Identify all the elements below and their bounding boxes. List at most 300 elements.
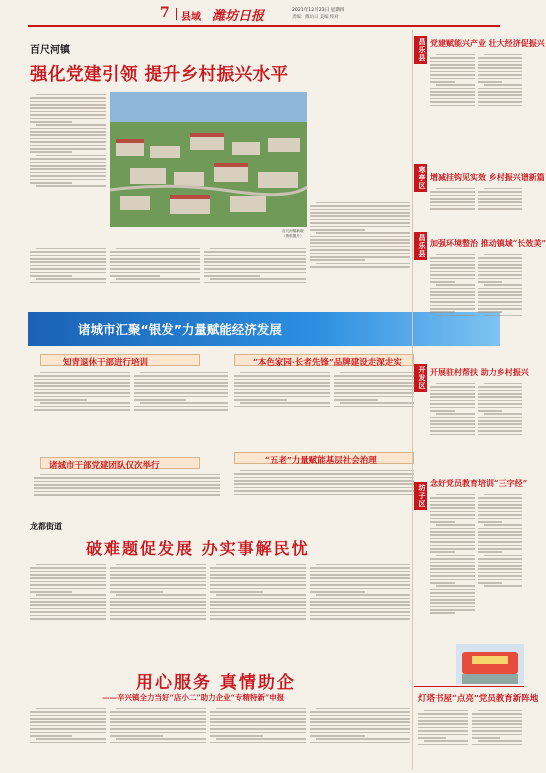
text-line xyxy=(430,101,475,103)
mid-body-col4 xyxy=(310,562,410,654)
sidebar-tag: 昌乐县 xyxy=(414,232,427,260)
text-line xyxy=(30,168,106,170)
text-line xyxy=(430,507,475,509)
text-line xyxy=(334,406,414,408)
text-line xyxy=(34,392,130,394)
text-line xyxy=(418,713,468,715)
text-line xyxy=(30,588,106,590)
text-line xyxy=(134,406,228,408)
text-line xyxy=(30,255,106,257)
text-line xyxy=(116,738,206,740)
text-line xyxy=(484,254,522,256)
text-line xyxy=(478,88,522,90)
text-line xyxy=(134,382,228,384)
text-line xyxy=(110,598,206,600)
text-line xyxy=(430,521,455,523)
banner-subbar-4 xyxy=(40,457,200,469)
bottom-body-col3 xyxy=(210,706,306,766)
sidebar-headline: 加强环境整治 推动镇域“长效美” xyxy=(430,238,546,248)
text-line xyxy=(478,710,522,712)
page-number: 7 xyxy=(160,5,170,21)
text-line xyxy=(478,390,522,392)
text-line xyxy=(436,413,475,415)
text-line xyxy=(140,372,228,374)
text-line xyxy=(210,608,306,610)
text-line xyxy=(478,61,522,63)
text-line xyxy=(234,382,330,384)
text-line xyxy=(310,584,410,586)
text-line xyxy=(110,601,206,603)
text-line xyxy=(234,494,414,496)
text-line xyxy=(472,744,522,746)
text-line xyxy=(316,232,410,234)
text-line xyxy=(430,602,475,604)
text-line xyxy=(30,165,106,167)
text-line xyxy=(478,514,522,516)
text-line xyxy=(478,575,522,577)
text-line xyxy=(210,567,306,569)
text-line xyxy=(204,282,306,284)
text-line xyxy=(36,94,106,96)
text-line xyxy=(310,715,410,717)
text-line xyxy=(430,423,475,425)
text-line xyxy=(134,379,228,381)
banner-subbar-1 xyxy=(40,354,200,366)
text-line xyxy=(30,107,106,109)
text-line xyxy=(30,282,106,284)
text-line xyxy=(110,258,200,260)
text-line xyxy=(134,399,186,401)
text-line xyxy=(310,259,365,261)
text-line xyxy=(30,138,106,140)
text-line xyxy=(430,551,455,553)
text-line xyxy=(430,534,475,536)
text-line xyxy=(310,711,410,713)
text-line xyxy=(310,577,410,579)
mid-kicker: 龙都街道 xyxy=(30,521,62,531)
text-line xyxy=(134,392,228,394)
text-line xyxy=(30,261,106,263)
text-line xyxy=(478,545,522,547)
bottom-subhead: ——辛兴镇全力当好“店小二”助力企业“专精特新”申报 xyxy=(102,693,285,702)
text-line xyxy=(210,732,306,734)
text-line xyxy=(240,372,330,374)
section-title: 县域 xyxy=(181,12,201,23)
text-line xyxy=(310,725,410,727)
text-line xyxy=(472,713,522,715)
text-line xyxy=(478,420,522,422)
text-line xyxy=(210,728,306,730)
banner-body-f xyxy=(34,472,220,512)
text-line xyxy=(30,121,72,123)
text-line xyxy=(30,151,72,153)
text-line xyxy=(430,291,475,293)
text-line xyxy=(430,261,475,263)
text-line xyxy=(418,727,468,729)
text-line xyxy=(140,402,228,404)
sidebar-body xyxy=(478,492,522,642)
text-line xyxy=(36,708,106,710)
text-line xyxy=(204,255,306,257)
text-line xyxy=(478,291,522,293)
text-line xyxy=(430,541,475,543)
text-line xyxy=(478,497,522,499)
text-line xyxy=(430,562,475,564)
text-line xyxy=(436,188,475,190)
text-line xyxy=(310,581,410,583)
sidebar-headline: 念好党员教育培训“三字经” xyxy=(430,478,528,488)
text-line xyxy=(430,558,475,560)
text-line xyxy=(216,738,306,740)
text-line xyxy=(478,548,522,550)
sidebar-bottom-rule xyxy=(414,686,524,687)
text-line xyxy=(418,734,468,736)
text-line xyxy=(418,720,468,722)
text-line xyxy=(310,721,410,723)
text-line xyxy=(134,396,228,398)
text-line xyxy=(478,501,522,503)
text-line xyxy=(30,742,106,744)
text-line xyxy=(424,740,468,742)
text-line xyxy=(110,742,206,744)
text-line xyxy=(110,268,200,270)
text-line xyxy=(430,592,475,594)
text-line xyxy=(478,264,522,266)
text-line xyxy=(30,608,106,610)
text-line xyxy=(310,608,410,610)
text-line xyxy=(478,267,522,269)
text-line xyxy=(116,708,206,710)
text-line xyxy=(430,67,475,69)
banner-body-a xyxy=(34,370,130,434)
banner-item-title: “五老”力量赋能基层社会治理 xyxy=(265,456,377,466)
text-line xyxy=(310,567,410,569)
text-line xyxy=(310,236,410,238)
text-line xyxy=(30,158,106,160)
text-line xyxy=(34,399,87,401)
text-line xyxy=(436,315,475,317)
text-line xyxy=(430,501,475,503)
text-line xyxy=(430,301,475,303)
text-line xyxy=(36,248,106,250)
text-line xyxy=(30,721,106,723)
sidebar-tag: 坊子区 xyxy=(414,482,427,510)
text-line xyxy=(30,131,106,133)
text-line xyxy=(478,74,522,76)
text-line xyxy=(430,74,475,76)
masthead-divider xyxy=(176,8,177,20)
text-line xyxy=(204,258,306,260)
text-line xyxy=(430,565,475,567)
text-line xyxy=(30,114,106,116)
text-line xyxy=(436,585,475,587)
text-line xyxy=(478,531,522,533)
text-line xyxy=(310,256,410,258)
text-line xyxy=(134,409,228,411)
text-line xyxy=(478,305,522,307)
text-line xyxy=(310,735,365,737)
text-line xyxy=(134,375,228,377)
text-line xyxy=(210,725,306,727)
text-line xyxy=(334,385,414,387)
text-line xyxy=(36,155,106,157)
text-line xyxy=(478,518,522,520)
text-line xyxy=(240,470,414,472)
text-line xyxy=(34,406,130,408)
text-line xyxy=(478,541,522,543)
text-line xyxy=(478,521,502,523)
text-line xyxy=(310,222,410,224)
text-line xyxy=(478,400,522,402)
lead-kicker: 百尺河镇 xyxy=(30,45,70,56)
text-line xyxy=(484,188,522,190)
text-line xyxy=(478,257,522,259)
text-line xyxy=(110,581,206,583)
text-line xyxy=(478,105,522,107)
text-line xyxy=(430,195,475,197)
sidebar-tag: 开发区 xyxy=(414,364,427,392)
text-line xyxy=(110,604,206,606)
text-line xyxy=(430,497,475,499)
text-line xyxy=(210,715,306,717)
text-line xyxy=(430,198,475,200)
text-line xyxy=(478,308,522,310)
text-line xyxy=(34,494,220,496)
text-line xyxy=(310,246,410,248)
text-line xyxy=(430,105,475,107)
text-line xyxy=(430,589,475,591)
text-line xyxy=(234,375,330,377)
text-line xyxy=(234,389,330,391)
text-line xyxy=(110,608,206,610)
text-line xyxy=(430,57,475,59)
text-line xyxy=(478,410,502,412)
text-line xyxy=(430,191,475,193)
bottom-body-col1 xyxy=(30,706,106,766)
text-line xyxy=(484,585,522,587)
text-line xyxy=(204,268,306,270)
text-line xyxy=(30,574,106,576)
text-line xyxy=(36,278,106,280)
text-line xyxy=(430,504,475,506)
text-line xyxy=(430,427,475,429)
text-line xyxy=(472,720,522,722)
text-line xyxy=(30,101,106,103)
text-line xyxy=(30,172,106,174)
text-line xyxy=(36,124,106,126)
text-line xyxy=(30,571,106,573)
lead-body-col1 xyxy=(30,92,106,242)
text-line xyxy=(234,392,330,394)
text-line xyxy=(478,91,522,93)
banner-subbar-2 xyxy=(234,354,414,366)
text-line xyxy=(40,372,130,374)
sidebar-body xyxy=(478,52,522,138)
feature-banner-title: 诸城市汇聚“银发”力量赋能经济发展 xyxy=(78,322,282,337)
text-line xyxy=(34,385,130,387)
text-line xyxy=(110,591,163,593)
text-line xyxy=(110,611,206,613)
banner-body-d xyxy=(334,370,414,432)
text-line xyxy=(110,728,206,730)
text-line xyxy=(436,555,475,557)
text-line xyxy=(30,567,106,569)
text-line xyxy=(310,728,410,730)
text-line xyxy=(430,572,475,574)
text-line xyxy=(472,730,522,732)
text-line xyxy=(430,386,475,388)
text-line xyxy=(430,308,475,310)
text-line xyxy=(210,615,306,617)
text-line xyxy=(110,261,200,263)
text-line xyxy=(478,430,522,432)
text-line xyxy=(430,531,475,533)
text-line xyxy=(30,272,106,274)
text-line xyxy=(478,208,522,210)
text-line xyxy=(430,596,475,598)
text-line xyxy=(110,725,206,727)
text-line xyxy=(216,564,306,566)
sidebar-body xyxy=(430,52,475,138)
text-line xyxy=(210,581,306,583)
text-line xyxy=(34,382,130,384)
text-line xyxy=(436,494,475,496)
text-line xyxy=(316,738,410,740)
text-line xyxy=(430,390,475,392)
text-line xyxy=(310,239,410,241)
text-line xyxy=(478,301,522,303)
issue-date: 2021年12月23日 星期四 xyxy=(292,8,345,13)
text-line xyxy=(30,735,72,737)
text-line xyxy=(430,538,475,540)
text-line xyxy=(430,91,475,93)
text-line xyxy=(430,288,475,290)
text-line xyxy=(30,118,106,120)
text-line xyxy=(110,567,206,569)
sidebar-tag: 昌乐县 xyxy=(414,36,427,64)
text-line xyxy=(472,723,522,725)
text-line xyxy=(430,430,475,432)
text-line xyxy=(30,175,106,177)
sidebar-body xyxy=(418,708,468,768)
text-line xyxy=(430,548,475,550)
text-line xyxy=(478,407,522,409)
text-line xyxy=(478,274,522,276)
text-line xyxy=(40,474,220,476)
text-line xyxy=(216,708,306,710)
text-line xyxy=(478,538,522,540)
text-line xyxy=(310,604,410,606)
text-line xyxy=(210,711,306,713)
text-line xyxy=(334,379,414,381)
text-line xyxy=(478,568,522,570)
text-line xyxy=(30,145,106,147)
text-line xyxy=(478,71,522,73)
text-line xyxy=(430,94,475,96)
text-line xyxy=(110,721,206,723)
text-line xyxy=(430,208,475,210)
text-line xyxy=(34,409,130,411)
text-line xyxy=(436,54,475,56)
banner-body-c xyxy=(234,370,330,432)
text-line xyxy=(472,737,500,739)
text-line xyxy=(478,434,522,436)
text-line xyxy=(204,265,306,267)
text-line xyxy=(310,215,410,217)
text-line xyxy=(116,278,200,280)
text-line xyxy=(234,473,414,475)
text-line xyxy=(484,84,522,86)
text-line xyxy=(478,551,502,553)
text-line xyxy=(478,417,522,419)
text-line xyxy=(310,571,410,573)
text-line xyxy=(210,735,263,737)
text-line xyxy=(478,572,522,574)
text-line xyxy=(310,611,410,613)
text-line xyxy=(418,717,468,719)
text-line xyxy=(478,582,502,584)
text-line xyxy=(30,128,106,130)
text-line xyxy=(30,718,106,720)
text-line xyxy=(478,562,522,564)
text-line xyxy=(430,98,475,100)
text-line xyxy=(478,528,522,530)
text-line xyxy=(418,737,446,739)
text-line xyxy=(30,148,106,150)
text-line xyxy=(310,226,410,228)
text-line xyxy=(430,545,475,547)
text-line xyxy=(478,191,522,193)
text-line xyxy=(30,615,106,617)
sidebar-headline: 灯塔书屋“点亮”党员教育新阵地 xyxy=(418,694,539,704)
text-line xyxy=(478,534,522,536)
text-line xyxy=(30,134,106,136)
text-line xyxy=(34,491,220,493)
text-line xyxy=(478,403,522,405)
text-line xyxy=(478,64,522,66)
sidebar-body xyxy=(430,252,475,352)
text-line xyxy=(478,98,522,100)
text-line xyxy=(30,265,106,267)
text-line xyxy=(430,609,475,611)
text-line xyxy=(478,507,522,509)
text-line xyxy=(116,594,206,596)
text-line xyxy=(34,477,220,479)
text-line xyxy=(430,400,475,402)
text-line xyxy=(116,248,200,250)
text-line xyxy=(30,598,106,600)
text-line xyxy=(310,598,410,600)
text-line xyxy=(478,311,502,313)
lead-body-col2 xyxy=(110,246,200,308)
text-line xyxy=(36,594,106,596)
text-line xyxy=(430,88,475,90)
text-line xyxy=(110,584,206,586)
text-line xyxy=(210,571,306,573)
text-line xyxy=(334,399,378,401)
text-line xyxy=(430,271,475,273)
text-line xyxy=(30,611,106,613)
text-line xyxy=(110,732,206,734)
text-line xyxy=(430,205,475,207)
sidebar-body xyxy=(430,186,475,226)
text-line xyxy=(478,201,522,203)
mid-body-col2 xyxy=(110,562,206,654)
text-line xyxy=(30,577,106,579)
paper-logo: 潍坊日报 xyxy=(212,9,265,24)
text-line xyxy=(478,101,522,103)
text-line xyxy=(234,396,330,398)
